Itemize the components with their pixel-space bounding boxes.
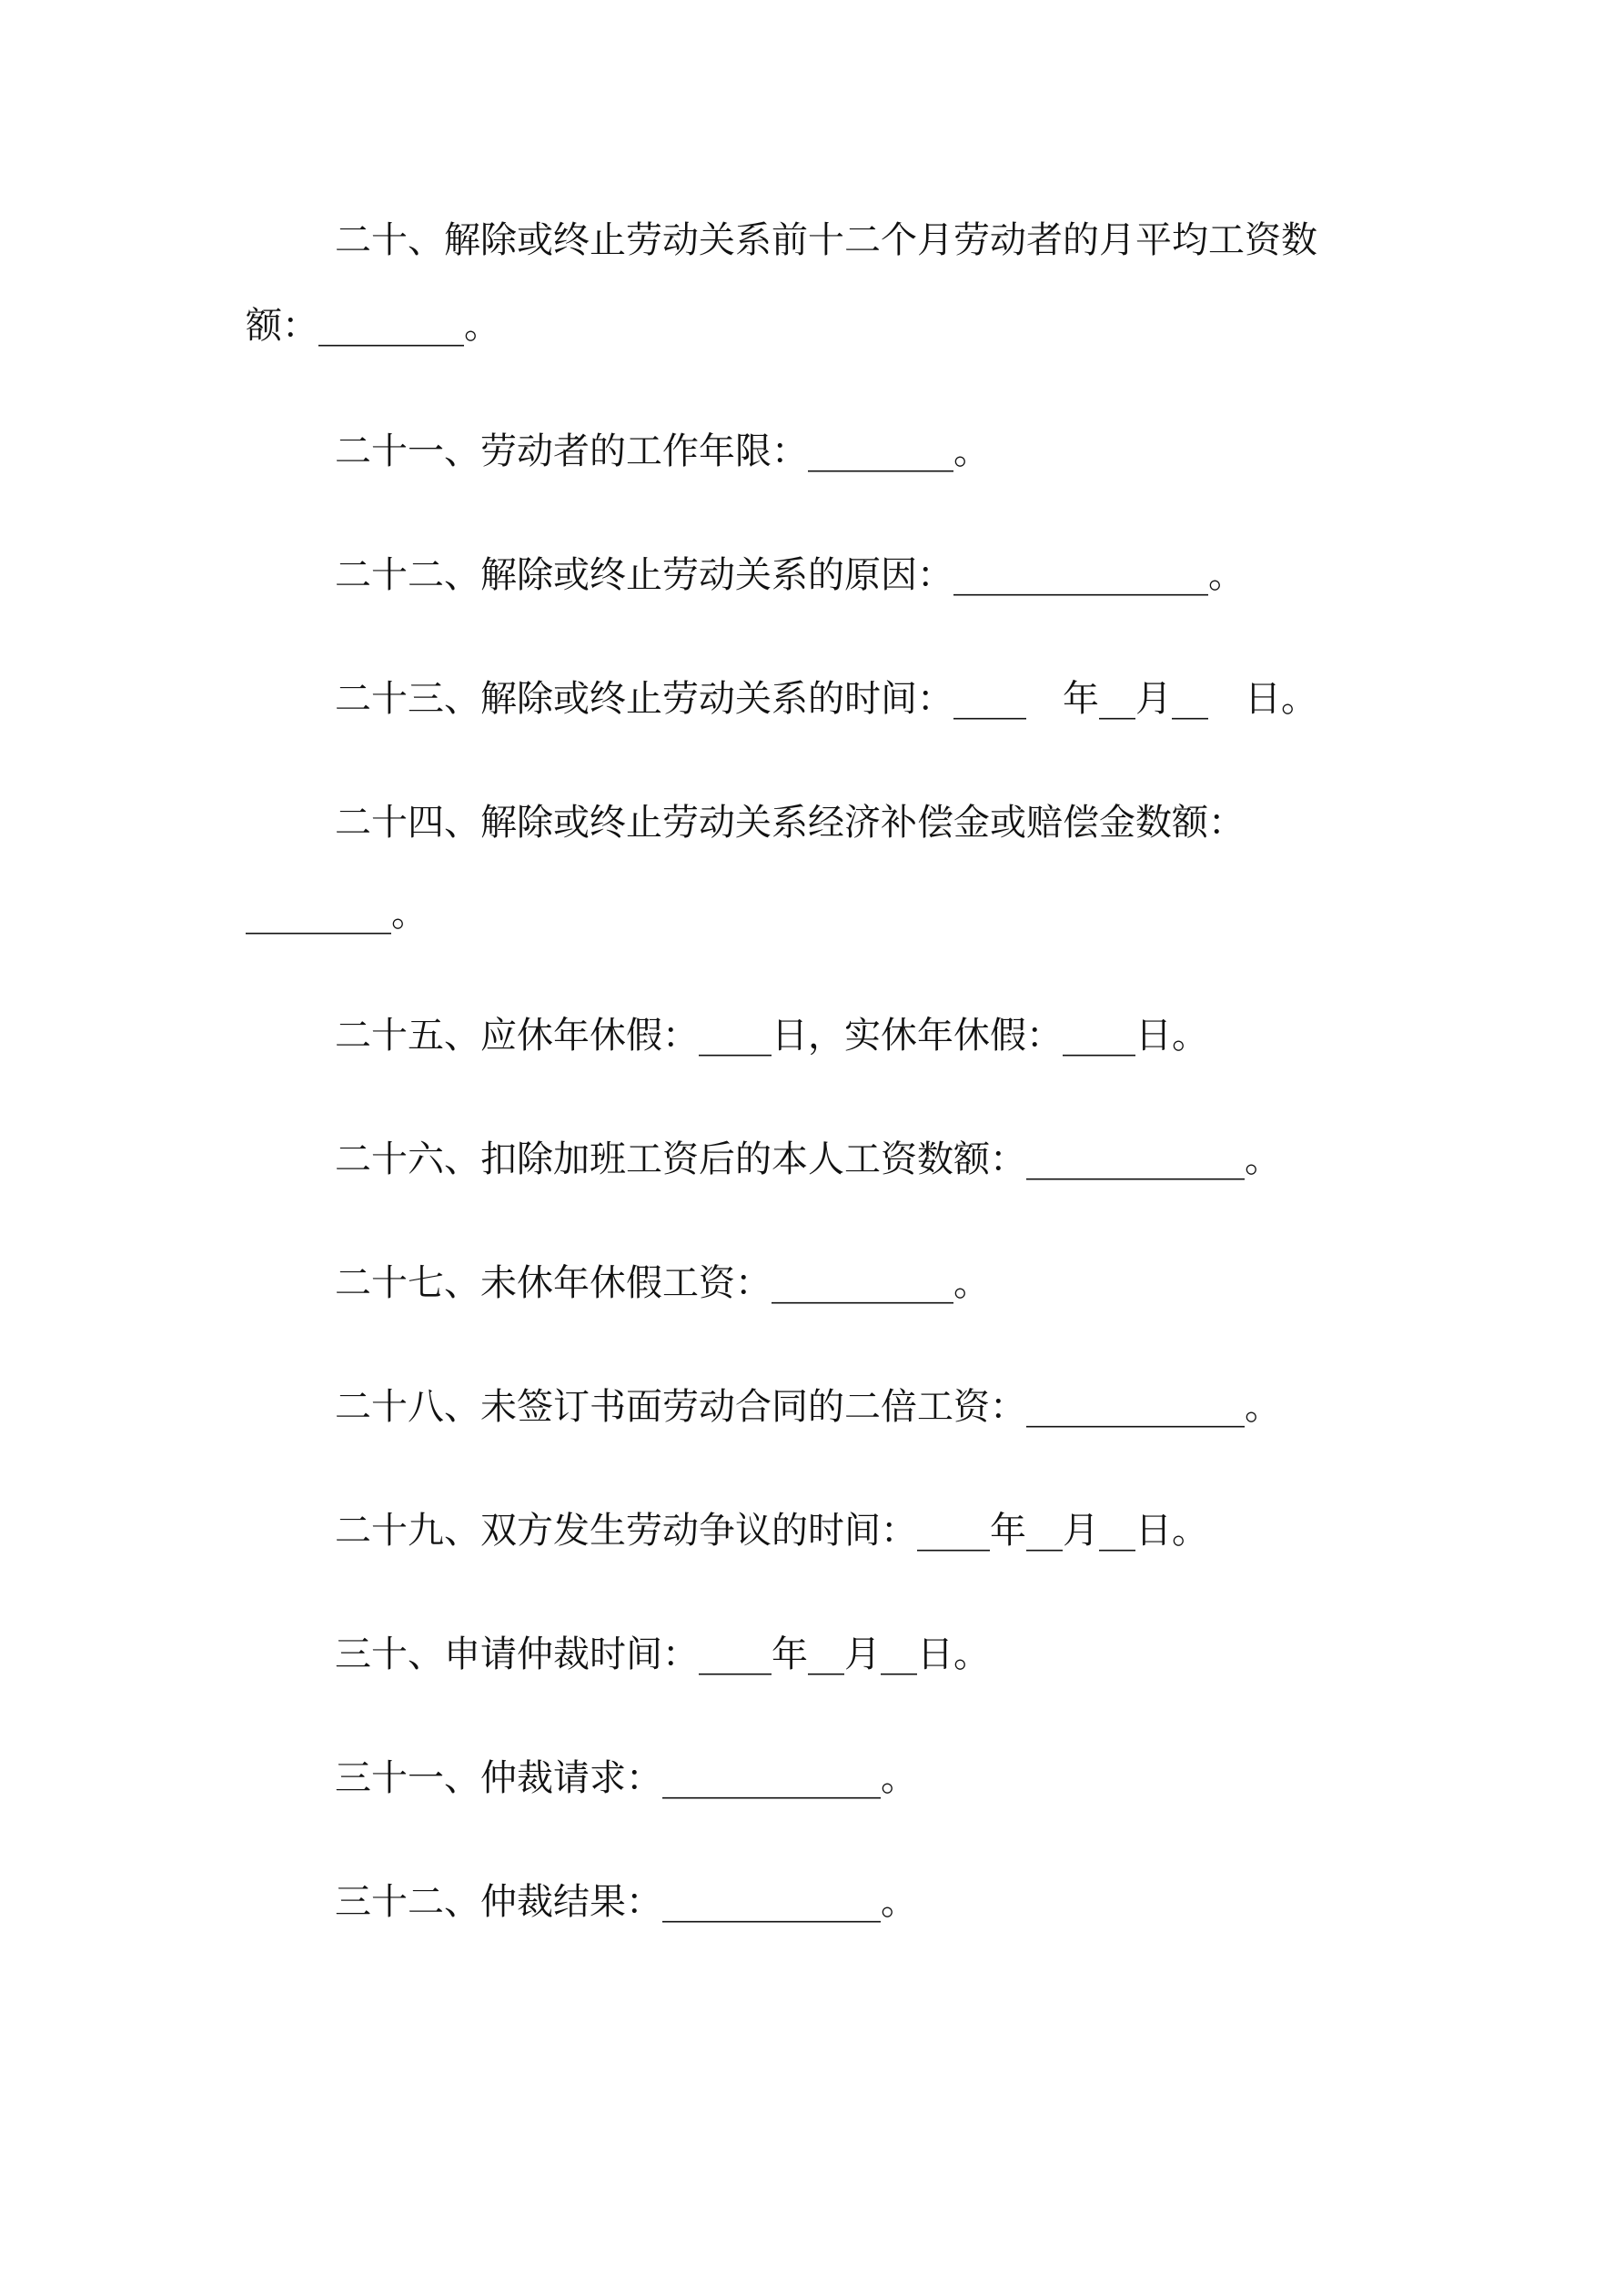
item-24-line2: ________。 [246, 893, 428, 935]
item-20-line1: 二十、解除或终止劳动关系前十二个月劳动者的月平均工资数 [335, 219, 1317, 261]
item-31: 三十一、仲裁请求：____________。 [335, 1757, 917, 1799]
item-27: 二十七、未休年休假工资：__________。 [335, 1262, 990, 1304]
item-26: 二十六、扣除加班工资后的本人工资数额：____________。 [335, 1138, 1281, 1180]
item-30: 三十、申请仲裁时间：____年__月__日。 [335, 1633, 990, 1675]
item-25: 二十五、应休年休假：____日，实休年休假：____日。 [335, 1015, 1208, 1057]
item-20-line2: 额：________。 [246, 305, 500, 347]
item-28: 二十八、未签订书面劳动合同的二倍工资：____________。 [335, 1386, 1281, 1428]
item-32: 三十二、仲裁结果：____________。 [335, 1881, 917, 1923]
item-24-line1: 二十四、解除或终止劳动关系经济补偿金或赔偿金数额： [335, 802, 1245, 844]
item-29: 二十九、双方发生劳动争议的时间：____年__月__日。 [335, 1510, 1208, 1552]
item-22: 二十二、解除或终止劳动关系的原因：______________。 [335, 554, 1245, 596]
item-21: 二十一、劳动者的工作年限：________。 [335, 430, 990, 472]
item-23: 二十三、解除或终止劳动关系的时间：____ 年__月__ 日。 [335, 678, 1317, 720]
